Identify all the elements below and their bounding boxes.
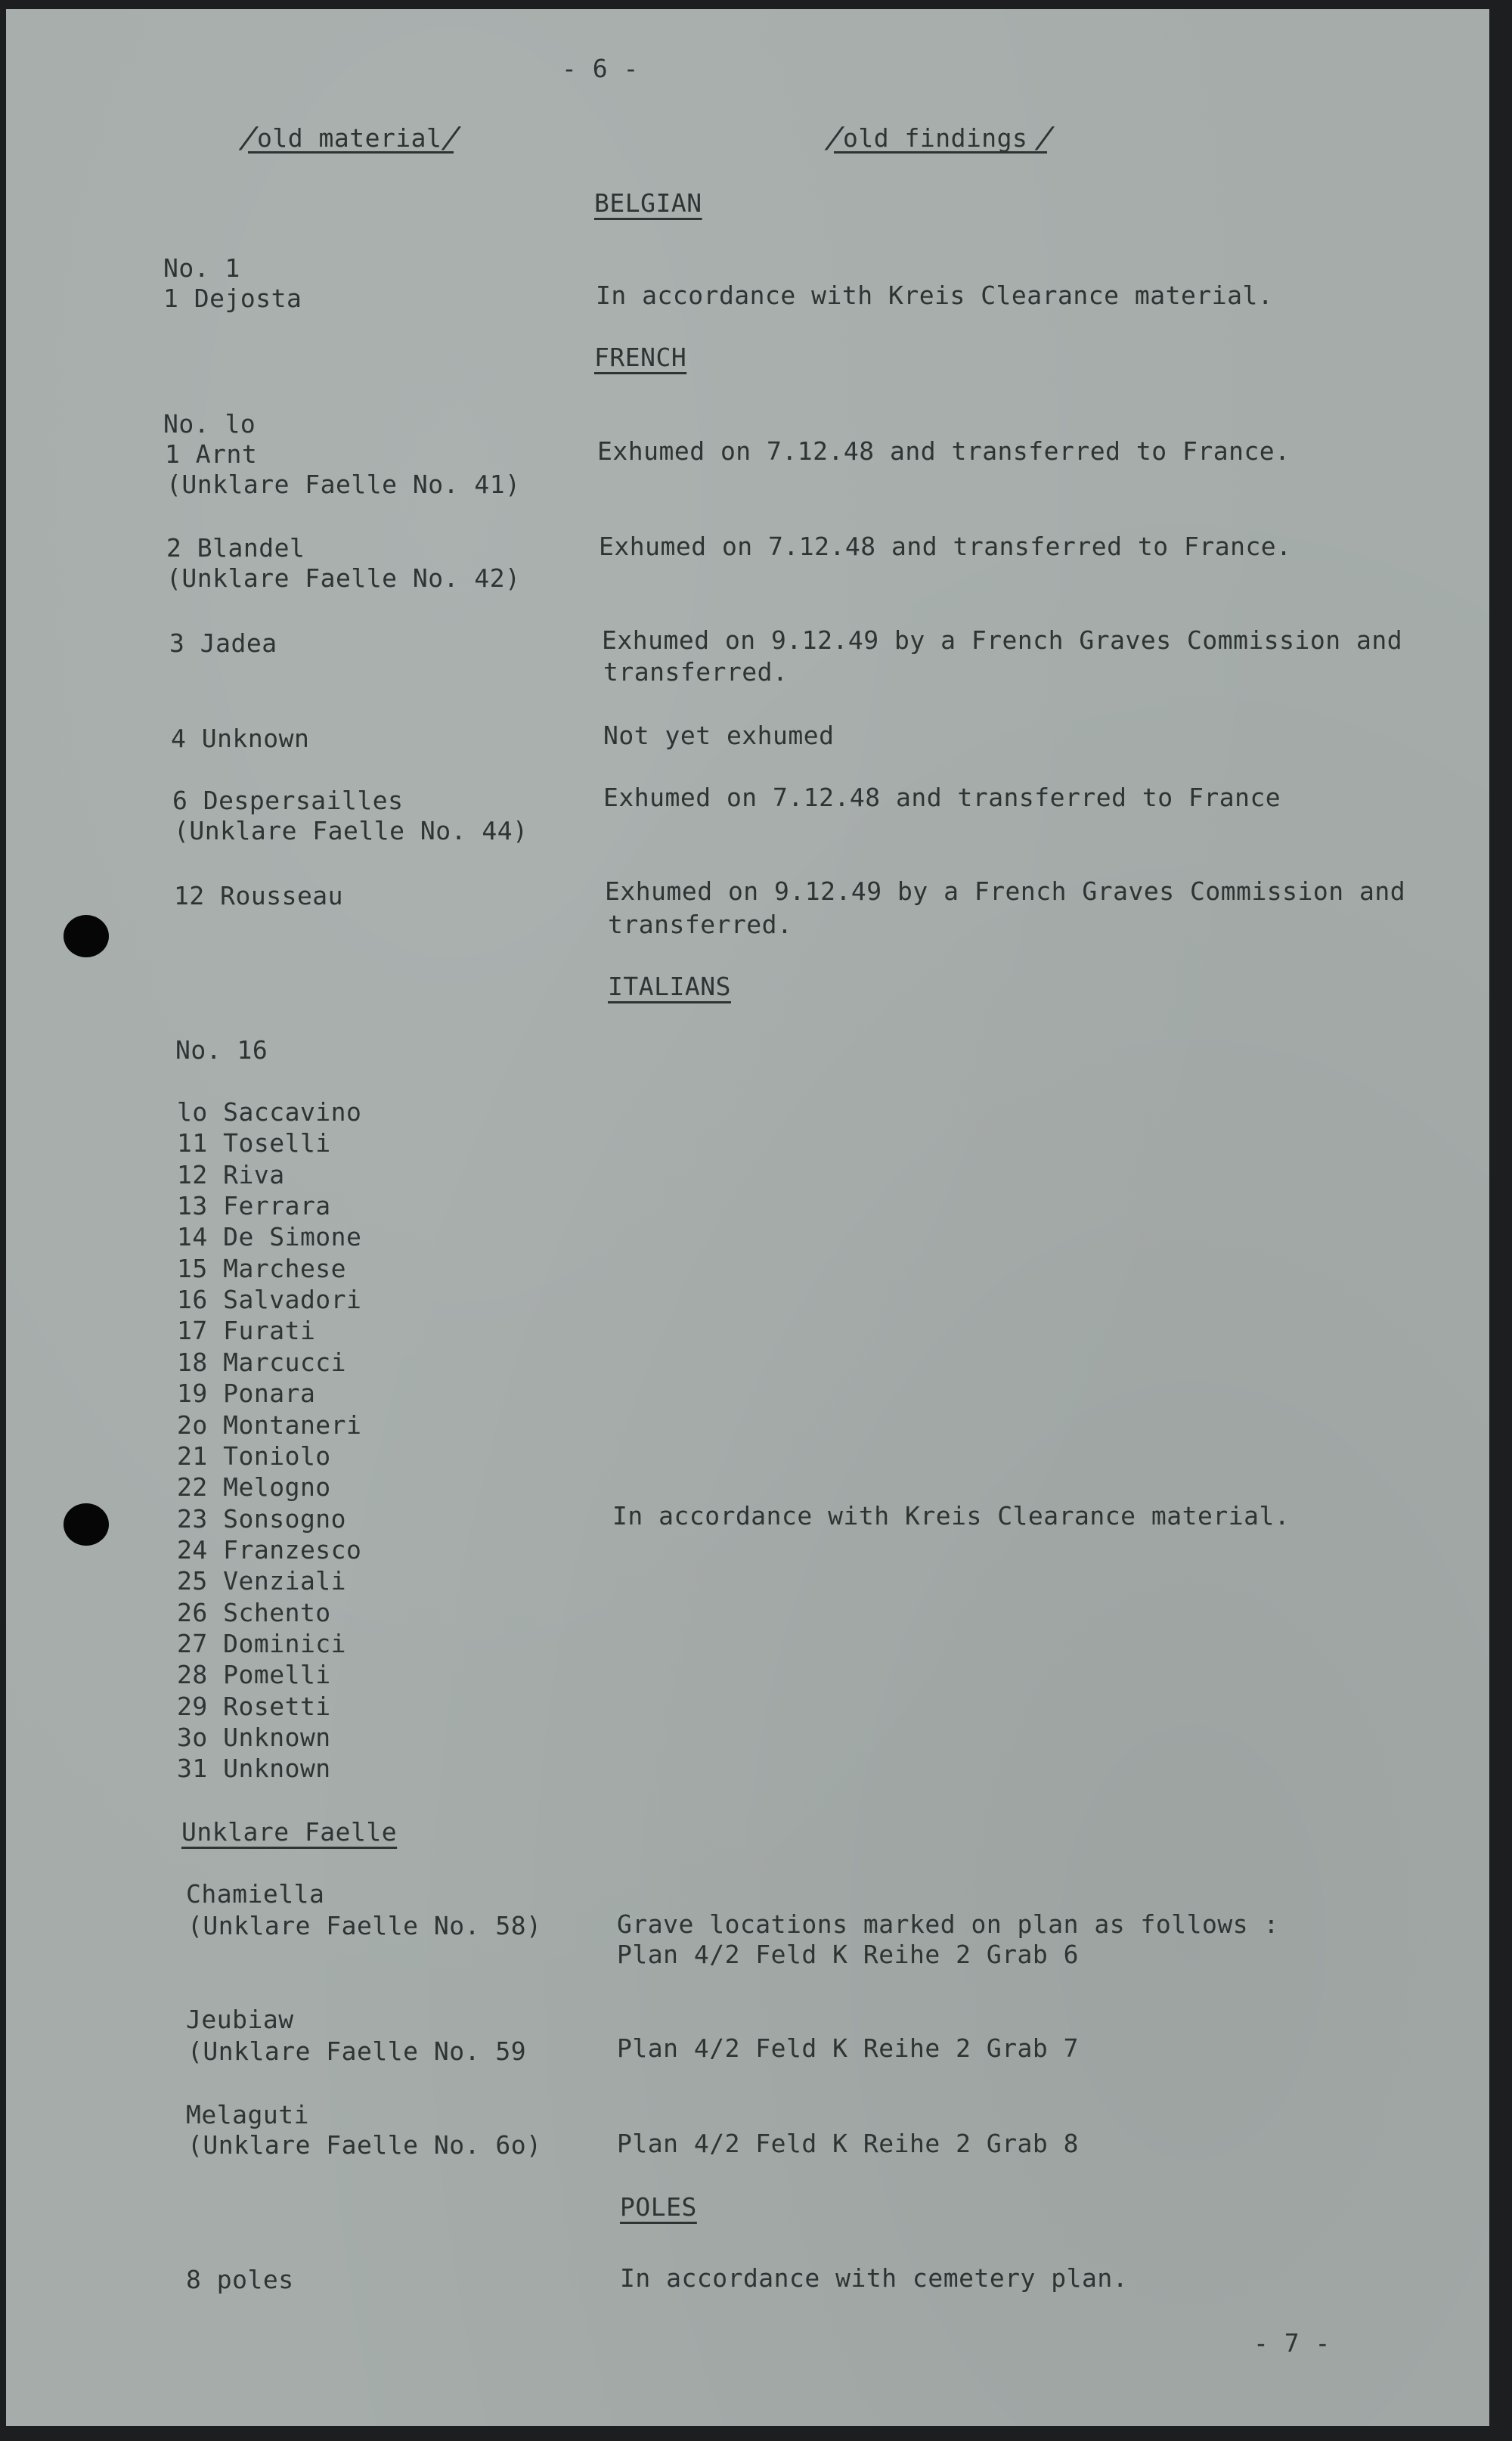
french-entry-finding: Exhumed on 9.12.49 by a French Graves Commission and <box>605 876 1406 906</box>
list-item: 16 Salvadori <box>177 1285 362 1314</box>
document-page <box>6 9 1489 2426</box>
list-item: 22 Melogno <box>177 1472 331 1502</box>
french-entry-sub: (Unklare Faelle No. 41) <box>166 470 521 499</box>
french-entry-finding: Exhumed on 7.12.48 and transferred to France <box>603 783 1281 812</box>
page-number-top: - 6 - <box>562 54 639 83</box>
list-item: 29 Rosetti <box>177 1692 331 1721</box>
column-header-right-text: old findings <box>843 123 1028 153</box>
belgian-entry: 1 Dejosta <box>163 284 302 313</box>
section-heading-french: FRENCH <box>594 343 687 372</box>
list-item: 11 Toselli <box>177 1128 331 1158</box>
list-item: 2o Montaneri <box>177 1410 362 1440</box>
italians-number: No. 16 <box>175 1035 268 1065</box>
italians-finding: In accordance with Kreis Clearance material. <box>612 1501 1290 1531</box>
list-item: 13 Ferrara <box>177 1191 331 1220</box>
column-header-left: / old material / <box>236 121 465 154</box>
section-heading-unklare: Unklare Faelle <box>181 1817 398 1847</box>
list-item: 18 Marcucci <box>177 1348 347 1377</box>
page-number-bottom: - 7 - <box>1253 2328 1331 2358</box>
list-item: 21 Toniolo <box>177 1441 331 1471</box>
list-item: 24 Franzesco <box>177 1535 362 1565</box>
french-entry-name: 4 Unknown <box>171 724 310 753</box>
french-entry-name: 1 Arnt <box>165 439 258 469</box>
french-entry-finding: transferred. <box>603 657 789 687</box>
punch-hole-upper <box>64 915 109 957</box>
unklare-entry-name: Melaguti <box>186 2100 309 2129</box>
french-entry-sub: (Unklare Faelle No. 42) <box>166 563 521 593</box>
poles-finding: In accordance with cemetery plan. <box>620 2263 1129 2293</box>
list-item: 31 Unknown <box>177 1754 331 1783</box>
list-item: 28 Pomelli <box>177 1660 331 1689</box>
french-entry-finding: transferred. <box>608 910 793 939</box>
list-item: 26 Schento <box>177 1598 331 1627</box>
list-item: 12 Riva <box>177 1160 285 1189</box>
section-heading-belgian: BELGIAN <box>594 188 702 218</box>
list-item: 17 Furati <box>177 1316 316 1345</box>
unklare-entry-name: Chamiella <box>186 1879 325 1909</box>
unklare-entry-finding: Plan 4/2 Feld K Reihe 2 Grab 7 <box>617 2033 1080 2063</box>
punch-hole-lower <box>64 1503 109 1546</box>
french-entry-name: 6 Despersailles <box>172 786 404 815</box>
french-entry-finding: Exhumed on 7.12.48 and transferred to France. <box>599 532 1292 561</box>
unklare-entry-name: Jeubiaw <box>186 2005 294 2034</box>
french-entry-sub: (Unklare Faelle No. 44) <box>174 816 528 845</box>
unklare-entry-sub: (Unklare Faelle No. 6o) <box>187 2130 542 2160</box>
list-item: 25 Venziali <box>177 1566 347 1596</box>
unklare-entry-finding: Grave locations marked on plan as follows : <box>617 1909 1279 1939</box>
list-item: 19 Ponara <box>177 1379 316 1408</box>
list-item: 23 Sonsogno <box>177 1504 347 1534</box>
list-item: lo Saccavino <box>177 1097 362 1127</box>
belgian-finding: In accordance with Kreis Clearance material. <box>596 281 1274 310</box>
poles-entry: 8 poles <box>186 2265 294 2294</box>
french-entry-name: 2 Blandel <box>166 533 305 563</box>
belgian-number: No. 1 <box>163 253 240 283</box>
column-header-right: / old findings / <box>822 121 1058 154</box>
french-entry-finding: Not yet exhumed <box>603 721 835 750</box>
list-item: 3o Unknown <box>177 1723 331 1752</box>
french-entry-finding: Exhumed on 9.12.49 by a French Graves Commission and <box>602 625 1403 655</box>
unklare-entry-sub: (Unklare Faelle No. 59 <box>187 2036 527 2066</box>
french-entry-name: 12 Rousseau <box>174 881 344 910</box>
list-item: 14 De Simone <box>177 1222 362 1252</box>
section-heading-italians: ITALIANS <box>608 972 731 1001</box>
list-item: 27 Dominici <box>177 1629 347 1658</box>
unklare-entry-finding: Plan 4/2 Feld K Reihe 2 Grab 8 <box>617 2129 1080 2158</box>
unklare-entry-sub: (Unklare Faelle No. 58) <box>187 1911 542 1940</box>
french-entry-finding: Exhumed on 7.12.48 and transferred to France. <box>597 436 1290 466</box>
unklare-entry-finding: Plan 4/2 Feld K Reihe 2 Grab 6 <box>617 1940 1080 1969</box>
list-item: 15 Marchese <box>177 1254 347 1283</box>
french-number: No. lo <box>163 409 256 439</box>
section-heading-poles: POLES <box>620 2192 697 2222</box>
column-header-left-text: old material <box>257 123 442 153</box>
french-entry-name: 3 Jadea <box>169 628 277 658</box>
